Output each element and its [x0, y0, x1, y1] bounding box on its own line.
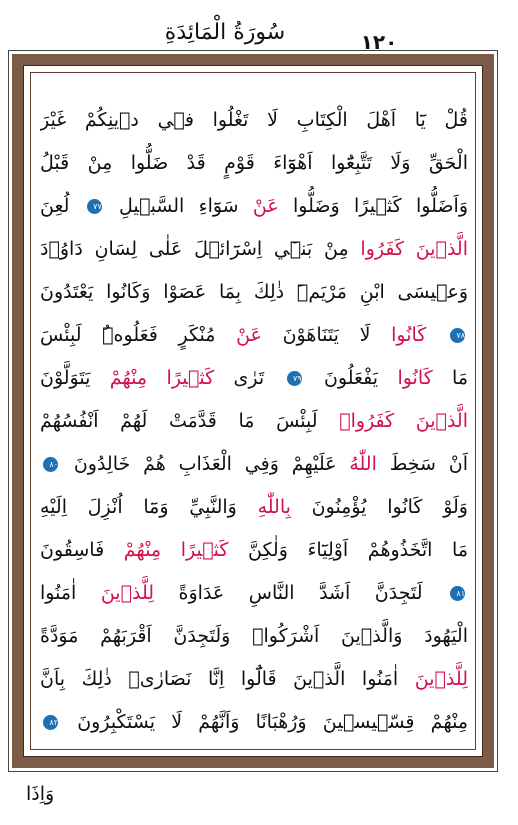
- ayah-number-marker: ٨١: [450, 586, 465, 601]
- verse-text: الْحَقِّ وَلَا تَتَّبِعُٓوا اَهْوَٓاءَ قَوْمٍ قَدْ ضَلُّوا مِنْ قَبْلُ: [40, 152, 468, 174]
- ayah-number-marker: ٨٠: [43, 457, 58, 472]
- highlighted-word: كَانُوا: [391, 324, 427, 346]
- verse-line: [40, 229, 468, 269]
- verse-text: وَلَوْ كَانُوا يُؤْمِنُونَ: [290, 496, 468, 518]
- ayah-number-marker: ٨٢: [43, 715, 58, 730]
- verse-line: [40, 659, 468, 699]
- verse-text: مِنْ بَن۪ٓي اِسْرَٓائ۪لَ عَلٰى لِسَانِ دَاوُ۫دَ: [40, 238, 361, 260]
- catchword: وَاِذَا: [26, 783, 55, 805]
- verse-line: [40, 143, 468, 183]
- highlighted-word: الَّذ۪ينَ كَفَرُوا: [360, 238, 468, 260]
- verse-text: تَرٰى: [214, 367, 284, 389]
- verse-text: مُنْكَرٍ فَعَلُوهُۜ لَبِئْسَ: [40, 324, 237, 346]
- highlighted-word: لِلَّذ۪ينَ: [414, 668, 468, 690]
- verse-line: [40, 186, 468, 226]
- verse-text: لَبِئْسَ مَا قَدَّمَتْ لَهُمْ اَنْفُسُهُمْ: [40, 410, 340, 432]
- verse-line: [40, 573, 468, 613]
- verse-text: اَنْ سَخِطَ: [376, 453, 468, 475]
- ayah-number-marker: ٧٨: [450, 328, 465, 343]
- verse-text: وَاَضَلُّوا كَث۪يرًا وَضَلُّوا: [278, 195, 468, 217]
- highlighted-word: الَّذ۪ينَ كَفَرُواۜ: [339, 410, 468, 432]
- highlighted-word: بِاللّٰهِ: [257, 496, 291, 518]
- verse-text: يَتَوَلَّوْنَ: [40, 367, 110, 389]
- verse-line: [40, 702, 468, 742]
- verse-text: لَتَجِدَنَّ اَشَدَّ النَّاسِ عَدَاوَةً: [154, 582, 447, 604]
- highlighted-word: عَنْ: [236, 324, 262, 346]
- ayah-number-marker: ٧٧: [87, 199, 102, 214]
- verse-text: يَفْعَلُونَ: [304, 367, 398, 389]
- verse-text: الْيَهُودَ وَالَّذ۪ينَ اَشْرَكُواۚ وَلَتَجِدَنَّ اَقْرَبَهُمْ مَوَدَّةً: [40, 625, 468, 647]
- verse-text: اٰمَنُوا الَّذ۪ينَ قَالُٓوا اِنَّا نَصَارٰىۜ ذٰلِكَ بِاَنَّ: [40, 668, 415, 690]
- page-number: ١٢٠: [360, 30, 398, 54]
- verse-text: مَا: [432, 367, 468, 389]
- highlighted-word: كَث۪يرًا مِنْهُمْ: [109, 367, 215, 389]
- verse-text: فَاسِقُونَ: [40, 539, 124, 561]
- verse-line: [40, 272, 468, 312]
- verse-text: وَع۪يسَى ابْنِ مَرْيَمَۜ ذٰلِكَ بِمَا عَصَوْا وَكَانُوا يَعْتَدُونَ: [40, 281, 468, 303]
- verse-line: [40, 401, 468, 441]
- verse-line: [40, 616, 468, 656]
- verse-text: قُلْ يَٓا اَهْلَ الْكِتَابِ لَا تَغْلُوا ف۪ي د۪ينِكُمْ غَيْرَ: [40, 109, 468, 131]
- verse-line: [40, 315, 468, 355]
- verse-text: مِنْهُمْ قِسّ۪يس۪ينَ وَرُهْبَانًا وَاَنَّهُمْ لَا يَسْتَكْبِرُونَ: [61, 711, 468, 733]
- verse-text: [426, 324, 447, 346]
- ayah-number-marker: ٧٩: [287, 371, 302, 386]
- highlighted-word: اللّٰهُ: [349, 453, 377, 475]
- highlighted-word: عَنْ: [252, 195, 279, 217]
- verse-line: [40, 487, 468, 527]
- verse-text: لُعِنَ: [40, 195, 84, 217]
- verse-text: عَلَيْهِمْ وَفِي الْعَذَابِ هُمْ خَالِدُونَ: [61, 453, 350, 475]
- verse-text: سَوَٓاءِ السَّب۪يلِ: [104, 195, 253, 217]
- verse-text: لَا يَتَنَاهَوْنَ: [261, 324, 392, 346]
- highlighted-word: كَث۪يرًا مِنْهُمْ: [123, 539, 229, 561]
- highlighted-word: كَانُوا: [397, 367, 433, 389]
- highlighted-word: لِلَّذ۪ينَ: [100, 582, 155, 604]
- verse-line: [40, 100, 468, 140]
- verse-text: مَا اتَّخَذُوهُمْ اَوْلِيَٓاءَ وَلٰكِنَّ: [228, 539, 468, 561]
- verse-line: [40, 444, 468, 484]
- verse-line: [40, 358, 468, 398]
- quran-text-block: [40, 100, 468, 750]
- verse-text: اٰمَنُوا: [40, 582, 101, 604]
- surah-title: سُورَةُ الْمَائِدَةِ: [164, 20, 286, 45]
- verse-text: وَالنَّبِيِّ وَمَٓا اُنْزِلَ اِلَيْهِ: [40, 496, 258, 518]
- verse-line: [40, 530, 468, 570]
